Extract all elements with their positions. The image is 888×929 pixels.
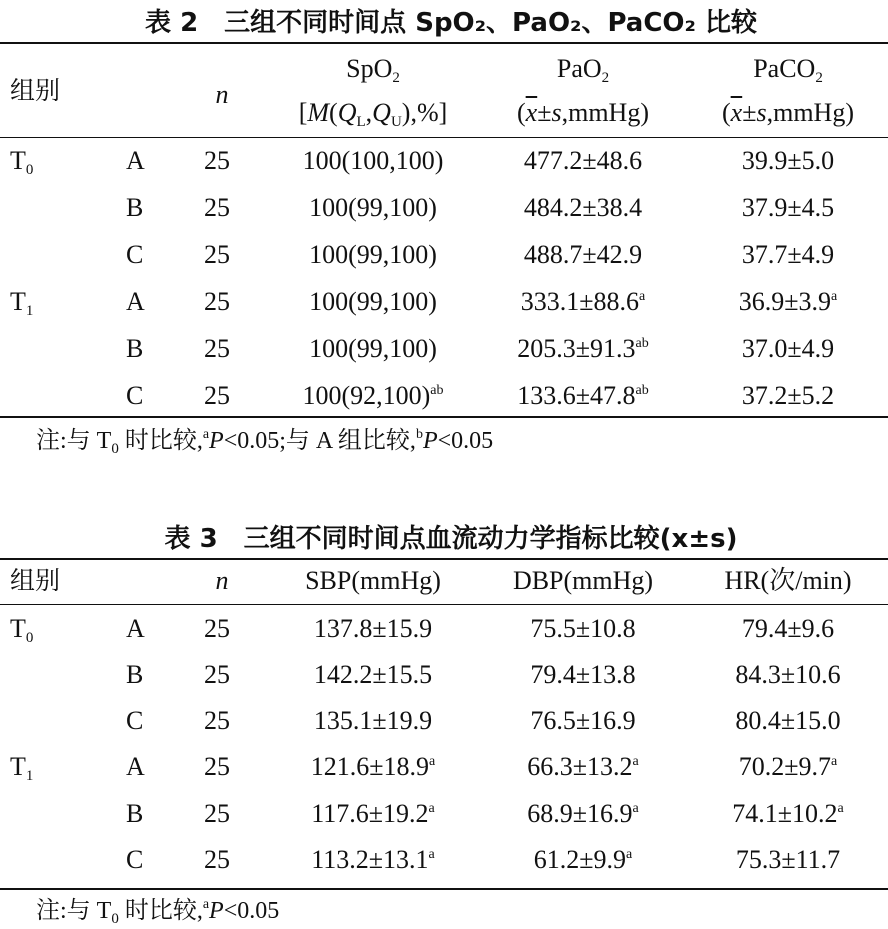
table3-row-hr: 70.2±9.7$^a$: [738, 752, 838, 781]
table2-row-time: $T_1$: [10, 287, 34, 319]
table3-row-dbp: 76.5±16.9: [530, 706, 636, 735]
table2-bottom-rule: [0, 416, 888, 418]
table3-header-sbp: SBP(mmHg): [305, 566, 441, 595]
table3-row-dbp: 68.9±16.9$^a$: [527, 799, 639, 828]
table3-header-hr: HR(次/min): [724, 566, 852, 595]
table3-row-time: $T_0$: [10, 614, 34, 646]
table3-row-hr: 84.3±10.6: [735, 660, 841, 689]
table2-row-spo2: 100(99,100): [309, 193, 437, 222]
table3-row-sbp: 135.1±19.9: [313, 706, 433, 735]
table2-header-spo2: SpO$_2$: [346, 54, 400, 86]
table2-row-n: 25: [204, 146, 230, 175]
table3-row-hr: 75.3±11.7: [735, 845, 841, 874]
table3-bottom-rule: [0, 888, 888, 890]
table3-row-sbp: 137.8±15.9: [313, 614, 433, 643]
table3-header-rule: [0, 604, 888, 605]
table3-row-n: 25: [204, 799, 230, 828]
table2-row-n: 25: [204, 334, 230, 363]
table3-row-dbp: 61.2±9.9$^a$: [533, 845, 633, 874]
table2-row-paco2: 36.9±3.9$^a$: [738, 287, 838, 316]
table3-row-sbp: 142.2±15.5: [313, 660, 433, 689]
table2-row-n: 25: [204, 381, 230, 410]
table3-row-group: C: [126, 845, 144, 874]
table3-row-hr: 79.4±9.6: [741, 614, 835, 643]
table2-row-n: 25: [204, 240, 230, 269]
table3-header-group: 组别: [10, 566, 61, 595]
table2-note: 注:与 $T_0$ 时比较,$^a$P<0.05;与 A 组比较,$^b$P<0.05: [36, 427, 494, 457]
table3-row-sbp: 121.6±18.9$^a$: [310, 752, 436, 781]
table2-title: [0, 2, 888, 39]
table2-row-paco2: 37.2±5.2: [741, 381, 835, 410]
table2-title-number: 表 2: [145, 8, 199, 38]
table3-row-hr: 80.4±15.0: [735, 706, 841, 735]
table3-header-dbp: DBP(mmHg): [512, 566, 654, 595]
table2-row-group: C: [126, 381, 144, 410]
table2-row-spo2: 100(99,100): [309, 240, 437, 269]
table2-header-rule: [0, 137, 888, 138]
table3-row-group: B: [126, 660, 144, 689]
table3-row-n: 25: [204, 752, 230, 781]
table2-header-paco2-unit: $(\overline{x}\pm s,mmHg)$: [721, 98, 854, 127]
table3-row-dbp: 75.5±10.8: [530, 614, 636, 643]
table2-row-n: 25: [204, 287, 230, 316]
table2-row-pao2: 484.2±38.4: [523, 193, 643, 222]
table2-row-pao2: 205.3±91.3$^{ab}$: [517, 334, 649, 363]
table2-row-group: B: [126, 334, 144, 363]
table3-row-n: 25: [204, 660, 230, 689]
table2-header-spo2-unit: $[M(Q_L,Q_U),\%]$: [298, 98, 448, 130]
table2-header-group: 组别: [10, 76, 61, 105]
table3-row-hr: 74.1±10.2$^a$: [732, 799, 844, 828]
table2-row-spo2: 100(100,100): [302, 146, 444, 175]
table3-row-group: B: [126, 799, 144, 828]
table2-row-group: C: [126, 240, 144, 269]
table2-row-pao2: 333.1±88.6$^a$: [520, 287, 646, 316]
table2-row-spo2: 100(99,100): [309, 334, 437, 363]
table3-title: [0, 518, 888, 555]
table3-top-rule: [0, 558, 888, 560]
table2-row-spo2: 100(99,100): [309, 287, 437, 316]
table2-header-pao2: PaO$_2$: [556, 54, 610, 86]
table2-header-n: n: [215, 80, 229, 109]
table2-row-n: 25: [204, 193, 230, 222]
table2-row-group: B: [126, 193, 144, 222]
table3-row-group: A: [126, 614, 145, 643]
table2-row-group: A: [126, 287, 145, 316]
table2-row-pao2: 133.6±47.8$^{ab}$: [517, 381, 649, 410]
table2-top-rule: [0, 42, 888, 44]
table3-row-sbp: 113.2±13.1$^a$: [311, 845, 435, 874]
table2-row-pao2: 488.7±42.9: [523, 240, 643, 269]
table3-note: 注:与 $T_0$ 时比较,$^a$P<0.05: [36, 897, 280, 927]
table2-row-paco2: 39.9±5.0: [741, 146, 835, 175]
table2-row-time: $T_0$: [10, 146, 34, 178]
table3-title-text: 三组不同时间点血流动力学指标比较(x±s): [243, 524, 738, 554]
table2-row-pao2: 477.2±48.6: [523, 146, 643, 175]
table2-row-group: A: [126, 146, 145, 175]
table2-header-paco2: PaCO$_2$: [753, 54, 823, 86]
table3-row-group: A: [126, 752, 145, 781]
table3-row-time: $T_1$: [10, 752, 34, 784]
table2-title-text: 三组不同时间点 SpO₂、PaO₂、PaCO₂ 比较: [224, 8, 757, 38]
table2-row-spo2: $100(92,100)^{ab}$: [302, 381, 444, 410]
table3-header-n: n: [215, 566, 229, 595]
table2-row-paco2: 37.7±4.9: [741, 240, 835, 269]
table3-row-n: 25: [204, 706, 230, 735]
table3-row-dbp: 79.4±13.8: [530, 660, 636, 689]
table2-header-pao2-unit: $(\overline{x}\pm s,mmHg)$: [516, 98, 649, 127]
table3-row-group: C: [126, 706, 144, 735]
table3-row-n: 25: [204, 614, 230, 643]
table3-row-dbp: 66.3±13.2$^a$: [527, 752, 639, 781]
table2-row-paco2: 37.9±4.5: [741, 193, 835, 222]
table2-row-paco2: 37.0±4.9: [741, 334, 835, 363]
table3-title-number: 表 3: [164, 524, 218, 554]
table3-row-n: 25: [204, 845, 230, 874]
table3-row-sbp: 117.6±19.2$^a$: [311, 799, 435, 828]
